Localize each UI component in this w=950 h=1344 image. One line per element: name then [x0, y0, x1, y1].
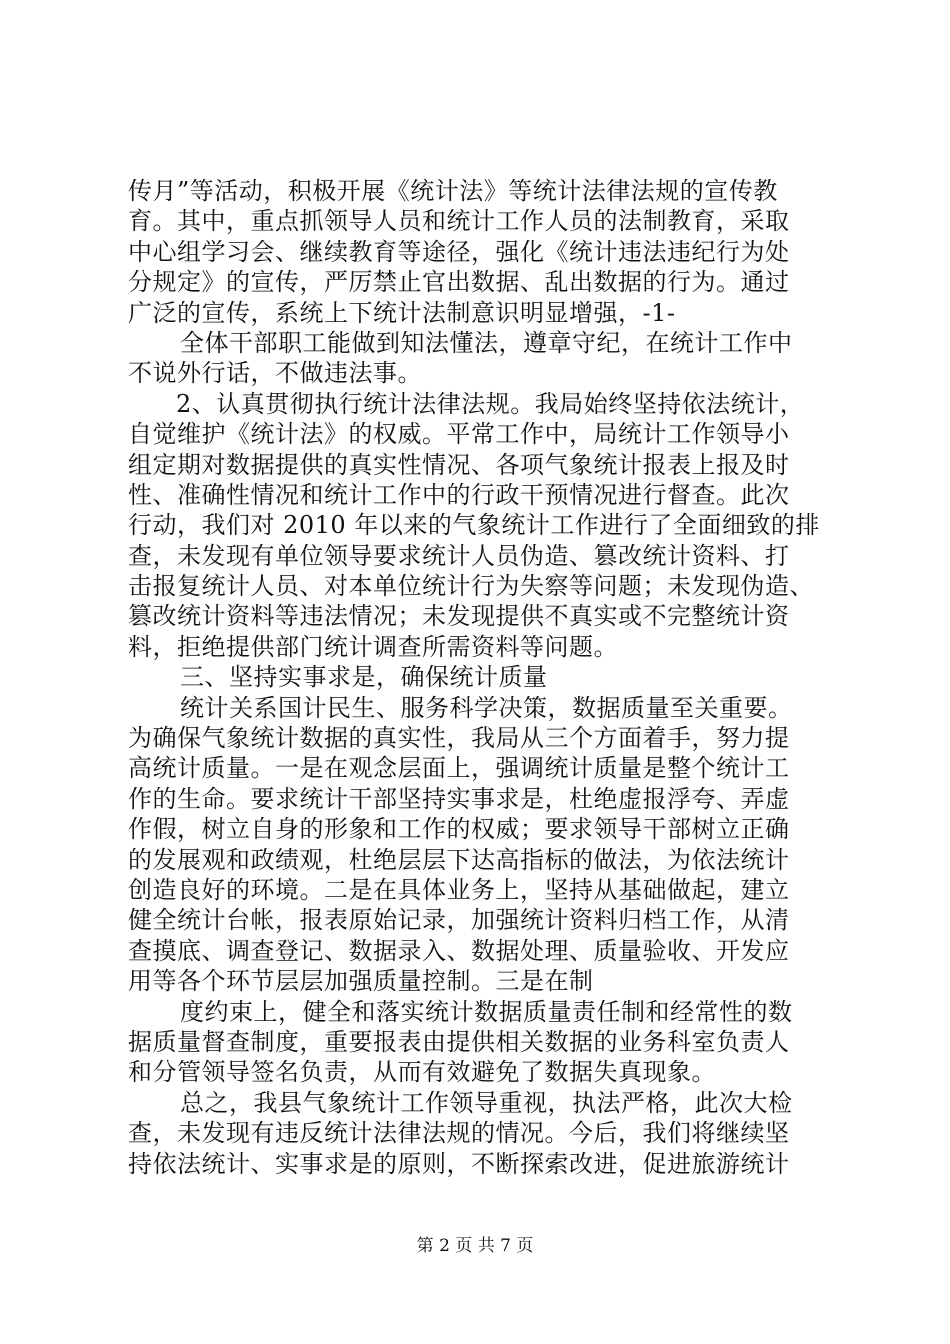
text-line: 的发展观和政绩观，杜绝层层下达高指标的做法，为依法统计 [128, 845, 790, 874]
text-line: 全体干部职工能做到知法懂法，遵章守纪，在统计工作中 [180, 328, 793, 357]
text-line: 用等各个环节层层加强质量控制。三是在制 [128, 967, 594, 996]
text-line: 为确保气象统计数据的真实性，我局从三个方面着手，努力提 [128, 724, 790, 753]
text-line: 分规定》的宣传，严厉禁止官出数据、乱出数据的行为。通过 [128, 268, 790, 297]
text-line: 性、准确性情况和统计工作中的行政干预情况进行督查。此次 [128, 480, 790, 509]
text-line: 和分管领导签名负责，从而有效避免了数据失真现象。 [128, 1058, 716, 1087]
text-line: 传月”等活动，积极开展《统计法》等统计法律法规的宣传教 [128, 177, 778, 205]
text-line: 统计关系国计民生、服务科学决策，数据质量至关重要。 [180, 693, 793, 722]
text-line: 总之，我县气象统计工作领导重视，执法严格，此次大检 [180, 1088, 793, 1117]
text-line: 篡改统计资料等违法情况；未发现提供不真实或不完整统计资 [128, 602, 790, 631]
text-line: 育。其中，重点抓领导人员和统计工作人员的法制教育，采取 [128, 207, 790, 236]
text-line: 度约束上，健全和落实统计数据质量责任制和经常性的数 [180, 997, 793, 1026]
text-line: 作假，树立自身的形象和工作的权威；要求领导干部树立正确 [128, 815, 790, 844]
text-line: 作的生命。要求统计干部坚持实事求是，杜绝虚报浮夸、弄虚 [128, 784, 790, 813]
page-footer: 第 2 页 共 7 页 [416, 1236, 534, 1256]
text-line: 行动，我们对 2010 年以来的气象统计工作进行了全面细致的排 [128, 511, 820, 540]
text-line: 持依法统计、实事求是的原则，不断探索改进，促进旅游统计 [128, 1149, 790, 1178]
text-line: 三、坚持实事求是，确保统计质量 [180, 663, 548, 692]
text-line: 查，未发现有违反统计法律法规的情况。今后，我们将继续坚 [128, 1119, 790, 1148]
text-line: 高统计质量。一是在观念层面上，强调统计质量是整个统计工 [128, 754, 790, 783]
text-line: 广泛的宣传，系统上下统计法制意识明显增强，-1- [128, 298, 676, 327]
text-line: 健全统计台帐，报表原始记录，加强统计资料归档工作，从清 [128, 906, 790, 935]
text-line: 击报复统计人员、对本单位统计行为失察等问题；未发现伪造、 [128, 572, 814, 601]
text-line: 中心组学习会、继续教育等途径，强化《统计违法违纪行为处 [128, 237, 790, 266]
document-body [128, 176, 828, 1179]
text-line: 创造良好的环境。二是在具体业务上，坚持从基础做起，建立 [128, 875, 790, 904]
text-line: 2、认真贯彻执行统计法律法规。我局始终坚持依法统计， [176, 389, 805, 418]
text-line: 不说外行话，不做违法事。 [128, 359, 422, 388]
text-line: 据质量督查制度，重要报表由提供相关数据的业务科室负责人 [128, 1027, 790, 1056]
text-line: 料，拒绝提供部门统计调查所需资料等问题。 [128, 632, 618, 661]
text-line: 查摸底、调查登记、数据录入、数据处理、质量验收、开发应 [128, 936, 790, 965]
text-line: 组定期对数据提供的真实性情况、各项气象统计报表上报及时 [128, 450, 790, 479]
text-line: 自觉维护《统计法》的权威。平常工作中，局统计工作领导小 [128, 420, 790, 449]
text-line: 查，未发现有单位领导要求统计人员伪造、篡改统计资料、打 [128, 541, 790, 570]
